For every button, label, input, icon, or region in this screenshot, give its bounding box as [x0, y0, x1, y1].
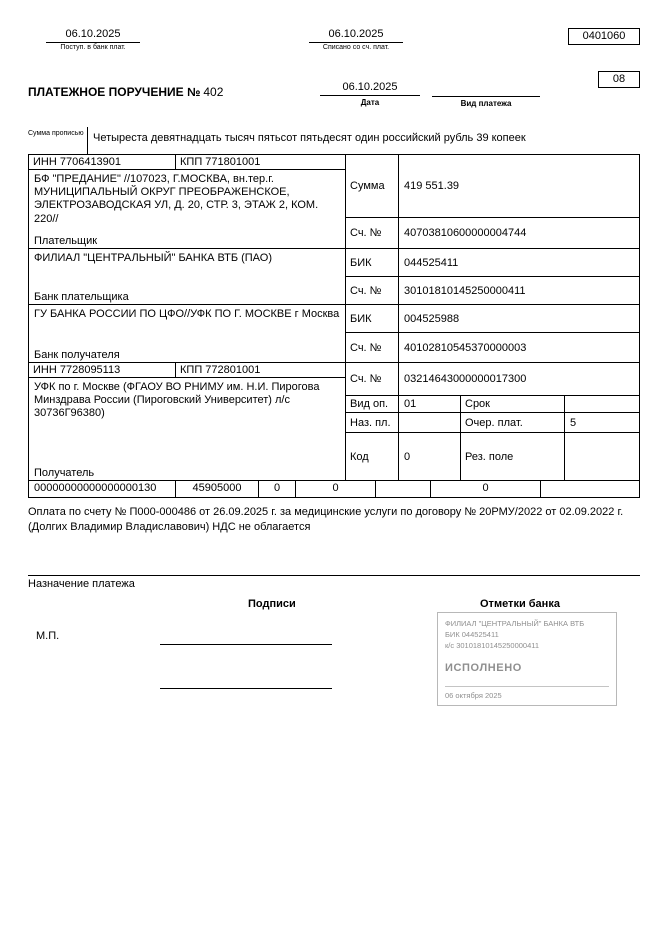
- amount-row: [346, 155, 639, 218]
- tax-field-type: [541, 481, 639, 497]
- left-column: [29, 155, 346, 480]
- tax-field-oktmo: 45905000: [176, 481, 259, 497]
- beneficiary-bank-caption: Банк получателя: [34, 349, 120, 361]
- amount-value: 419 551.39: [404, 180, 460, 192]
- document-date: 06.10.2025: [320, 81, 420, 96]
- payer-name: БФ "ПРЕДАНИЕ" //107023, Г.МОСКВА, вн.тер.г. МУНИЦИПАЛЬНЫЙ ОКРУГ ПРЕОБРАЖЕНСКОЕ, ЭЛЕКТРОЗАВОДСКАЯ УЛ, Д. 20, СТР. 3, ЭТАЖ 2, КОМ. 220//: [34, 173, 319, 225]
- beneficiary-account-label: Сч. №: [346, 363, 399, 395]
- beneficiary-bank-bik-row: [346, 305, 639, 333]
- payer-bank-bik-row: [346, 249, 639, 277]
- purpose-code-value: [399, 413, 461, 432]
- tax-field-kbk: 00000000000000000130: [29, 481, 176, 497]
- purpose-code-row: [346, 413, 639, 433]
- payment-type-value: [432, 81, 540, 97]
- payer-account-label: Сч. №: [346, 218, 399, 248]
- payer-bank-bik-label: БИК: [346, 249, 399, 276]
- payer-block: [29, 170, 345, 249]
- code-row: [346, 433, 639, 480]
- document-title-label: ПЛАТЕЖНОЕ ПОРУЧЕНИЕ №: [28, 85, 201, 99]
- stamp-place-label: М.П.: [36, 629, 60, 642]
- payer-bank-caption: Банк плательщика: [34, 291, 129, 303]
- title-row: [28, 73, 640, 115]
- payer-inn-kpp-row: [29, 155, 345, 170]
- payer-bank-account-value: 30101810145250000411: [404, 284, 526, 297]
- main-table: [28, 154, 640, 498]
- priority-label: Очер. плат.: [461, 413, 565, 432]
- payer-bank-account-row: [346, 277, 639, 305]
- amount-words-value: Четыреста девятнадцать тысяч пятьсот пятьдесят один российский рубль 39 копеек: [93, 132, 526, 144]
- op-type-row: [346, 396, 639, 413]
- top-row: [28, 28, 640, 51]
- document-title: [28, 85, 223, 99]
- payer-account-value: 40703810600000004744: [404, 227, 527, 239]
- received-date: 06.10.2025: [46, 28, 140, 43]
- tax-fields-row: [29, 480, 639, 497]
- beneficiary-name: УФК по г. Москве (ФГАОУ ВО РНИМУ им. Н.И. Пирогова Минздрава России (Пироговский Университет) л/с 30736Г96380): [34, 381, 320, 420]
- beneficiary-bank-account-label: Сч. №: [346, 333, 399, 362]
- payment-purpose-caption: Назначение платежа: [28, 575, 640, 590]
- beneficiary-account-row: [346, 363, 639, 396]
- beneficiary-caption: Получатель: [34, 467, 95, 479]
- stamp-bik: БИК 044525411: [445, 629, 499, 639]
- code-label: Код: [346, 433, 399, 480]
- signature-line-2: [160, 688, 332, 689]
- debited-date: 06.10.2025: [309, 28, 403, 43]
- signatures-label: Подписи: [248, 597, 296, 610]
- payer-bank-bik-value: 044525411: [404, 256, 459, 269]
- document-date-caption: Дата: [360, 98, 380, 107]
- bank-marks-label: Отметки банка: [480, 597, 560, 610]
- received-date-block: [28, 28, 158, 51]
- debited-date-caption: Списано со сч. плат.: [322, 44, 390, 51]
- payment-purpose-text: Оплата по счету № П000-000486 от 26.09.2025 г. за медицинские услуги по договору № 20РМУ/2022 от 02.09.2022 г. (Долгих Владимир Владиславович) НДС не облагается: [28, 506, 624, 533]
- beneficiary-bank-account-row: [346, 333, 639, 363]
- tax-field-number: [376, 481, 431, 497]
- purpose-code-label: Наз. пл.: [346, 413, 399, 432]
- payer-account-row: [346, 218, 639, 249]
- payer-bank-account-label: Сч. №: [346, 277, 399, 304]
- right-column: [346, 155, 639, 480]
- priority-value: 5: [570, 416, 577, 429]
- payer-inn: ИНН 7706413901: [29, 155, 176, 169]
- beneficiary-bank-bik-label: БИК: [346, 305, 399, 332]
- debited-date-block: [291, 28, 421, 51]
- tax-field-basis: 0: [259, 481, 296, 497]
- status-code-box: 08: [598, 71, 640, 88]
- op-type-value: 01: [399, 396, 461, 412]
- op-type-label: Вид оп.: [346, 396, 399, 412]
- amount-words-label: Сумма прописью: [28, 127, 88, 154]
- beneficiary-bank-name: ГУ БАНКА РОССИИ ПО ЦФО//УФК ПО Г. МОСКВЕ г Москва: [34, 308, 340, 320]
- payment-type-caption: Вид платежа: [460, 99, 512, 108]
- beneficiary-inn-kpp-row: [29, 363, 345, 378]
- amount-label: Сумма: [346, 155, 399, 217]
- beneficiary-bank-bik-value: 004525988: [404, 312, 460, 325]
- beneficiary-bank-block: [29, 305, 345, 363]
- beneficiary-inn: ИНН 7728095113: [29, 363, 176, 377]
- document-number: 402: [203, 85, 224, 99]
- stamp-bank-name: ФИЛИАЛ "ЦЕНТРАЛЬНЫЙ" БАНКА ВТБ: [445, 618, 585, 628]
- received-date-caption: Поступ. в банк плат.: [60, 44, 126, 51]
- footer: [28, 598, 640, 928]
- payment-type-group: [432, 81, 540, 108]
- beneficiary-kpp: КПП 772801001: [180, 364, 261, 376]
- term-label: Срок: [461, 396, 565, 412]
- stamp-date: 06 октября 2025: [445, 686, 609, 701]
- form-code-box: 0401060: [568, 28, 640, 45]
- beneficiary-bank-account-value: 40102810545370000003: [404, 341, 527, 354]
- code-value: 0: [399, 433, 461, 480]
- bank-stamp: [437, 612, 617, 707]
- beneficiary-account-value: 03214643000000017300: [404, 373, 527, 385]
- payer-bank-block: [29, 249, 345, 305]
- stamp-status: ИСПОЛНЕНО: [445, 662, 522, 675]
- payer-kpp: КПП 771801001: [180, 156, 261, 168]
- tax-field-date: 0: [431, 481, 541, 497]
- beneficiary-block: [29, 378, 345, 480]
- tax-field-period: 0: [296, 481, 376, 497]
- reserve-label: Рез. поле: [461, 433, 565, 480]
- document-date-group: [320, 81, 420, 107]
- payer-caption: Плательщик: [34, 235, 98, 247]
- amount-words-row: [28, 127, 640, 154]
- signature-line-1: [160, 644, 332, 645]
- payer-bank-name: ФИЛИАЛ "ЦЕНТРАЛЬНЫЙ" БАНКА ВТБ (ПАО): [34, 252, 272, 264]
- stamp-corr-account: к/с 30101810145250000411: [445, 641, 540, 651]
